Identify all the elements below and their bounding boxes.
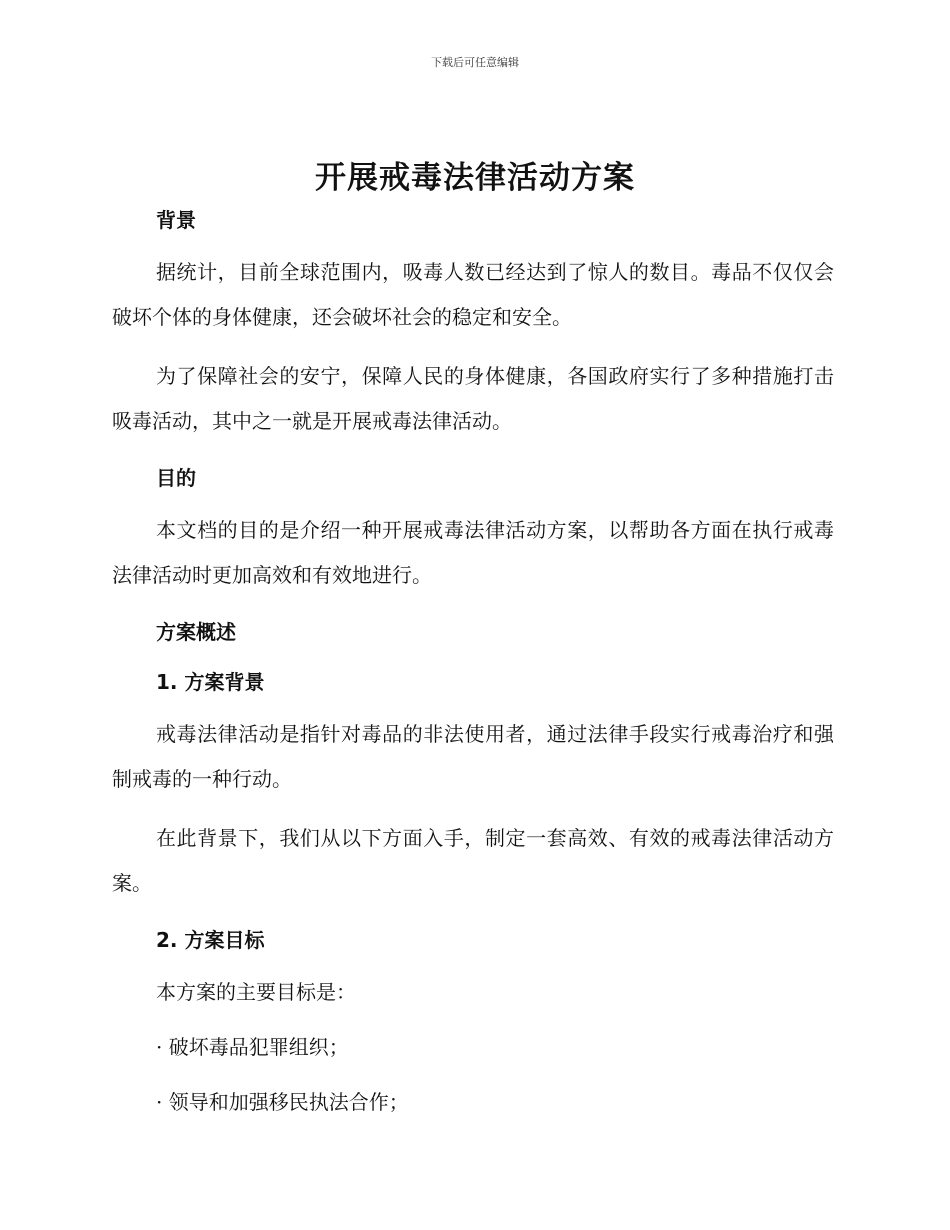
section-heading-background: 背景 (156, 208, 196, 232)
section-heading-overview: 方案概述 (156, 620, 236, 644)
document-title: 开展戒毒法律活动方案 (315, 160, 635, 196)
section-heading-plan-background: 1. 方案背景 (156, 670, 265, 694)
list-item-goal-2: · 领导和加强移民执法合作； (156, 1090, 409, 1114)
paragraph-background-1: 据统计，目前全球范围内，吸毒人数已经达到了惊人的数目。毒品不仅仅会破坏个体的身体健康，还会破坏社会的稳定和安全。 (112, 260, 834, 329)
paragraph-purpose-1: 本文档的目的是介绍一种开展戒毒法律活动方案，以帮助各方面在执行戒毒法律活动时更加高效和有效地进行。 (112, 518, 834, 587)
document-body (112, 200, 834, 1125)
section-heading-purpose: 目的 (156, 466, 196, 490)
section-heading-plan-goal: 2. 方案目标 (156, 928, 265, 952)
paragraph-plan-background-2: 在此背景下，我们从以下方面入手，制定一套高效、有效的戒毒法律活动方案。 (112, 826, 834, 895)
header-note: 下载后可任意编辑 (431, 56, 519, 69)
paragraph-plan-goal-intro: 本方案的主要目标是： (156, 980, 356, 1004)
list-item-goal-1: · 破坏毒品犯罪组织； (156, 1035, 349, 1059)
paragraph-background-2: 为了保障社会的安宁，保障人民的身体健康，各国政府实行了多种措施打击吸毒活动，其中之一就是开展戒毒法律活动。 (112, 364, 834, 433)
paragraph-plan-background-1: 戒毒法律活动是指针对毒品的非法使用者，通过法律手段实行戒毒治疗和强制戒毒的一种行动。 (112, 722, 834, 791)
